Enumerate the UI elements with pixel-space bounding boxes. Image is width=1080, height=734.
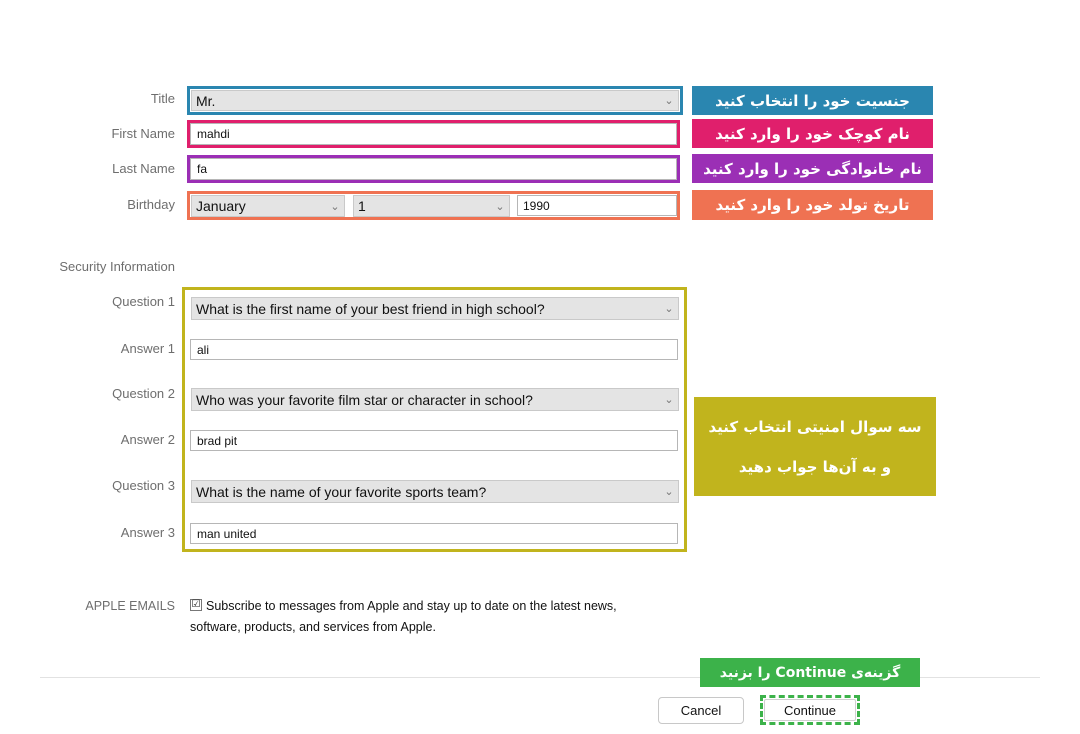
birthday-label: Birthday bbox=[127, 197, 175, 212]
last-name-input[interactable]: fa bbox=[190, 158, 677, 180]
chevron-down-icon: ⌄ bbox=[664, 303, 674, 315]
birth-day-value: 1 bbox=[358, 198, 366, 214]
birth-year-input[interactable]: 1990 bbox=[517, 195, 677, 216]
question-3-value: What is the name of your favorite sports team? bbox=[196, 483, 487, 500]
title-select[interactable] bbox=[191, 90, 679, 111]
callout-first-name: نام کوچک خود را وارد کنید bbox=[692, 119, 933, 148]
question-3-label: Question 3 bbox=[112, 478, 175, 493]
chevron-down-icon: ⌄ bbox=[495, 200, 505, 213]
subscribe-text-line2: software, products, and services from Apple. bbox=[190, 620, 436, 634]
security-heading: Security Information bbox=[59, 259, 175, 274]
security-highlight-frame bbox=[182, 287, 687, 552]
question-3-select[interactable] bbox=[191, 480, 679, 503]
answer-1-input[interactable]: ali bbox=[190, 339, 678, 360]
question-1-select[interactable] bbox=[191, 297, 679, 320]
first-name-label: First Name bbox=[111, 126, 175, 141]
birth-month-value: January bbox=[196, 198, 246, 214]
callout-continue: گزینه‌ی Continue را بزنید bbox=[700, 658, 920, 687]
answer-3-input[interactable]: man united bbox=[190, 523, 678, 544]
chevron-down-icon: ⌄ bbox=[664, 95, 674, 107]
callout-title: جنسیت خود را انتخاب کنید bbox=[692, 86, 933, 115]
continue-button[interactable]: Continue bbox=[764, 699, 856, 721]
checkbox-checked-icon[interactable]: ☑ bbox=[191, 599, 201, 610]
birth-day-select[interactable] bbox=[353, 195, 510, 217]
callout-security-line1: سه سوال امنیتی انتخاب کنید bbox=[708, 417, 922, 436]
cancel-button[interactable]: Cancel bbox=[658, 697, 744, 724]
callout-last-name: نام خانوادگی خود را وارد کنید bbox=[692, 154, 933, 183]
question-2-label: Question 2 bbox=[112, 386, 175, 401]
chevron-down-icon: ⌄ bbox=[664, 394, 674, 406]
chevron-down-icon: ⌄ bbox=[664, 486, 674, 498]
callout-security bbox=[694, 397, 936, 496]
callout-birthday: تاریخ تولد خود را وارد کنید bbox=[692, 190, 933, 220]
answer-3-label: Answer 3 bbox=[120, 525, 175, 540]
answer-2-label: Answer 2 bbox=[120, 432, 175, 447]
first-name-input[interactable]: mahdi bbox=[190, 123, 677, 145]
subscribe-text-line1: Subscribe to messages from Apple and stay up to date on the latest news, bbox=[206, 599, 617, 613]
chevron-down-icon: ⌄ bbox=[330, 200, 340, 213]
answer-1-label: Answer 1 bbox=[120, 341, 175, 356]
last-name-label: Last Name bbox=[112, 161, 175, 176]
answer-2-input[interactable]: brad pit bbox=[190, 430, 678, 451]
question-2-value: Who was your favorite film star or character in school? bbox=[196, 391, 533, 408]
callout-security-line2: و به آن‌ها جواب دهید bbox=[738, 457, 892, 476]
birth-month-select[interactable] bbox=[191, 195, 345, 217]
title-select-value: Mr. bbox=[196, 92, 216, 109]
question-1-label: Question 1 bbox=[112, 294, 175, 309]
question-2-select[interactable] bbox=[191, 388, 679, 411]
title-label: Title bbox=[150, 91, 175, 106]
question-1-value: What is the first name of your best friend in high school? bbox=[196, 300, 545, 317]
apple-emails-label: APPLE EMAILS bbox=[85, 599, 175, 613]
